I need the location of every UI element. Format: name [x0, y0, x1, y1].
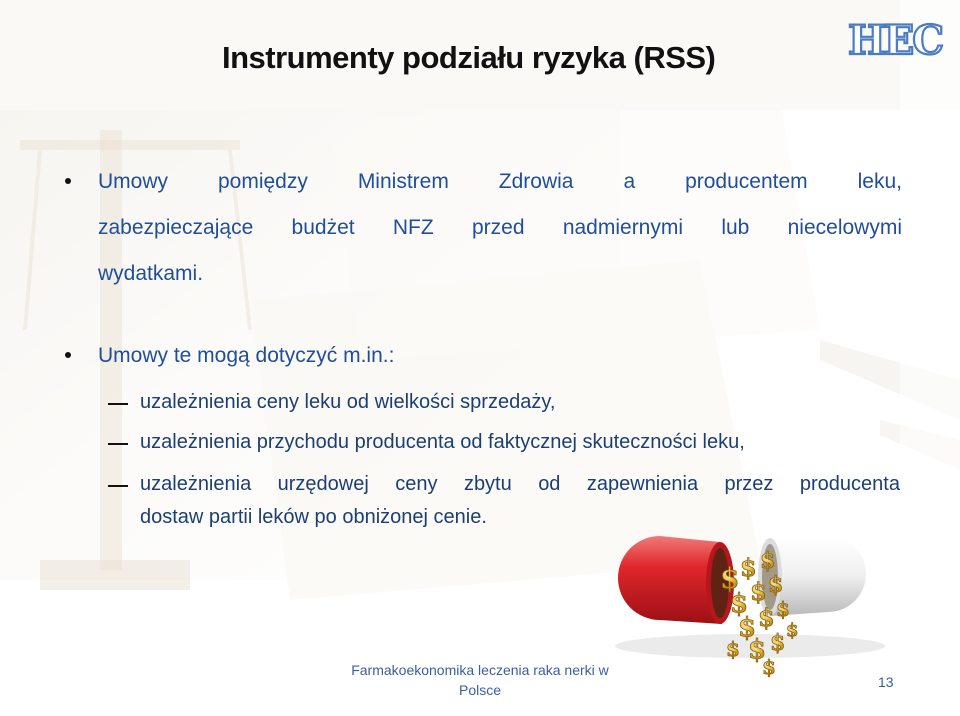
svg-text:$: $: [786, 620, 799, 641]
word: nadmiernymi: [562, 216, 684, 239]
word: NFZ: [392, 216, 434, 239]
svg-text:$: $: [760, 548, 776, 574]
slide-title: Instrumenty podziału ryzyka (RSS): [222, 40, 716, 75]
word: uzależnienia: [140, 473, 252, 495]
page-number: 13: [878, 674, 894, 690]
word: producentem: [685, 170, 808, 193]
svg-text:$: $: [730, 589, 749, 619]
word: Zdrowia: [498, 170, 574, 193]
dash-icon: [108, 403, 128, 405]
sub-item-text: [140, 470, 900, 536]
word: producenta: [799, 473, 900, 495]
word: leku,: [857, 170, 902, 193]
bullet-1-line-2: [62, 212, 902, 258]
word: budżet: [291, 216, 355, 239]
sub-item-text: uzależnienia ceny leku od wielkości sprzedaży,: [140, 391, 556, 413]
sub-item-3-line-2: dostaw partii leków po obniżonej cenie.: [140, 506, 487, 528]
word: od: [538, 473, 561, 495]
word: Ministrem: [357, 170, 449, 193]
word: lub: [721, 216, 750, 239]
word: Umowy: [98, 170, 169, 193]
word: wydatkami.: [98, 262, 204, 285]
word: przed: [472, 216, 525, 239]
svg-text:$: $: [762, 655, 776, 678]
svg-text:$: $: [738, 613, 757, 643]
dash-icon: [108, 443, 128, 445]
bullet-1-line-1: [62, 166, 902, 212]
footer-text: [300, 660, 660, 700]
svg-text:$: $: [748, 635, 767, 665]
sub-item-3-line-1: [140, 470, 900, 498]
svg-text:HEC: HEC: [848, 17, 943, 64]
bullet-2-text: Umowy te mogą dotyczyć m.in.:: [98, 344, 395, 367]
svg-text:$: $: [726, 637, 740, 661]
bullet-2: [62, 340, 394, 372]
svg-text:$: $: [750, 577, 767, 606]
word: a: [623, 170, 636, 193]
svg-text:$: $: [776, 597, 790, 621]
footer-line-2: Polsce: [458, 682, 502, 698]
word: urzędowej: [277, 473, 369, 495]
svg-text:$: $: [768, 572, 784, 598]
word: zbytu: [463, 473, 512, 495]
svg-text:$: $: [720, 562, 740, 595]
dash-icon: [108, 485, 128, 487]
svg-text:$: $: [740, 553, 757, 582]
word: niecelowymi: [787, 216, 902, 239]
word: ceny: [395, 473, 438, 495]
capsule-with-dollar-signs-icon: [600, 528, 890, 678]
bullet-1-line-3: [62, 258, 902, 304]
svg-text:$: $: [770, 630, 786, 656]
footer-line-1: Farmakoekonomika leczenia raka nerki w: [351, 662, 609, 678]
svg-text:$: $: [758, 603, 775, 632]
bullet-1: [62, 166, 902, 304]
word: pomiędzy: [217, 170, 308, 193]
word: zabezpieczające: [98, 216, 254, 239]
word: przez: [724, 473, 774, 495]
word: zapewnienia: [586, 473, 699, 495]
sub-item-text: uzależnienia przychodu producenta od faktycznej skuteczności leku,: [140, 431, 745, 453]
hec-logo: [848, 14, 950, 64]
